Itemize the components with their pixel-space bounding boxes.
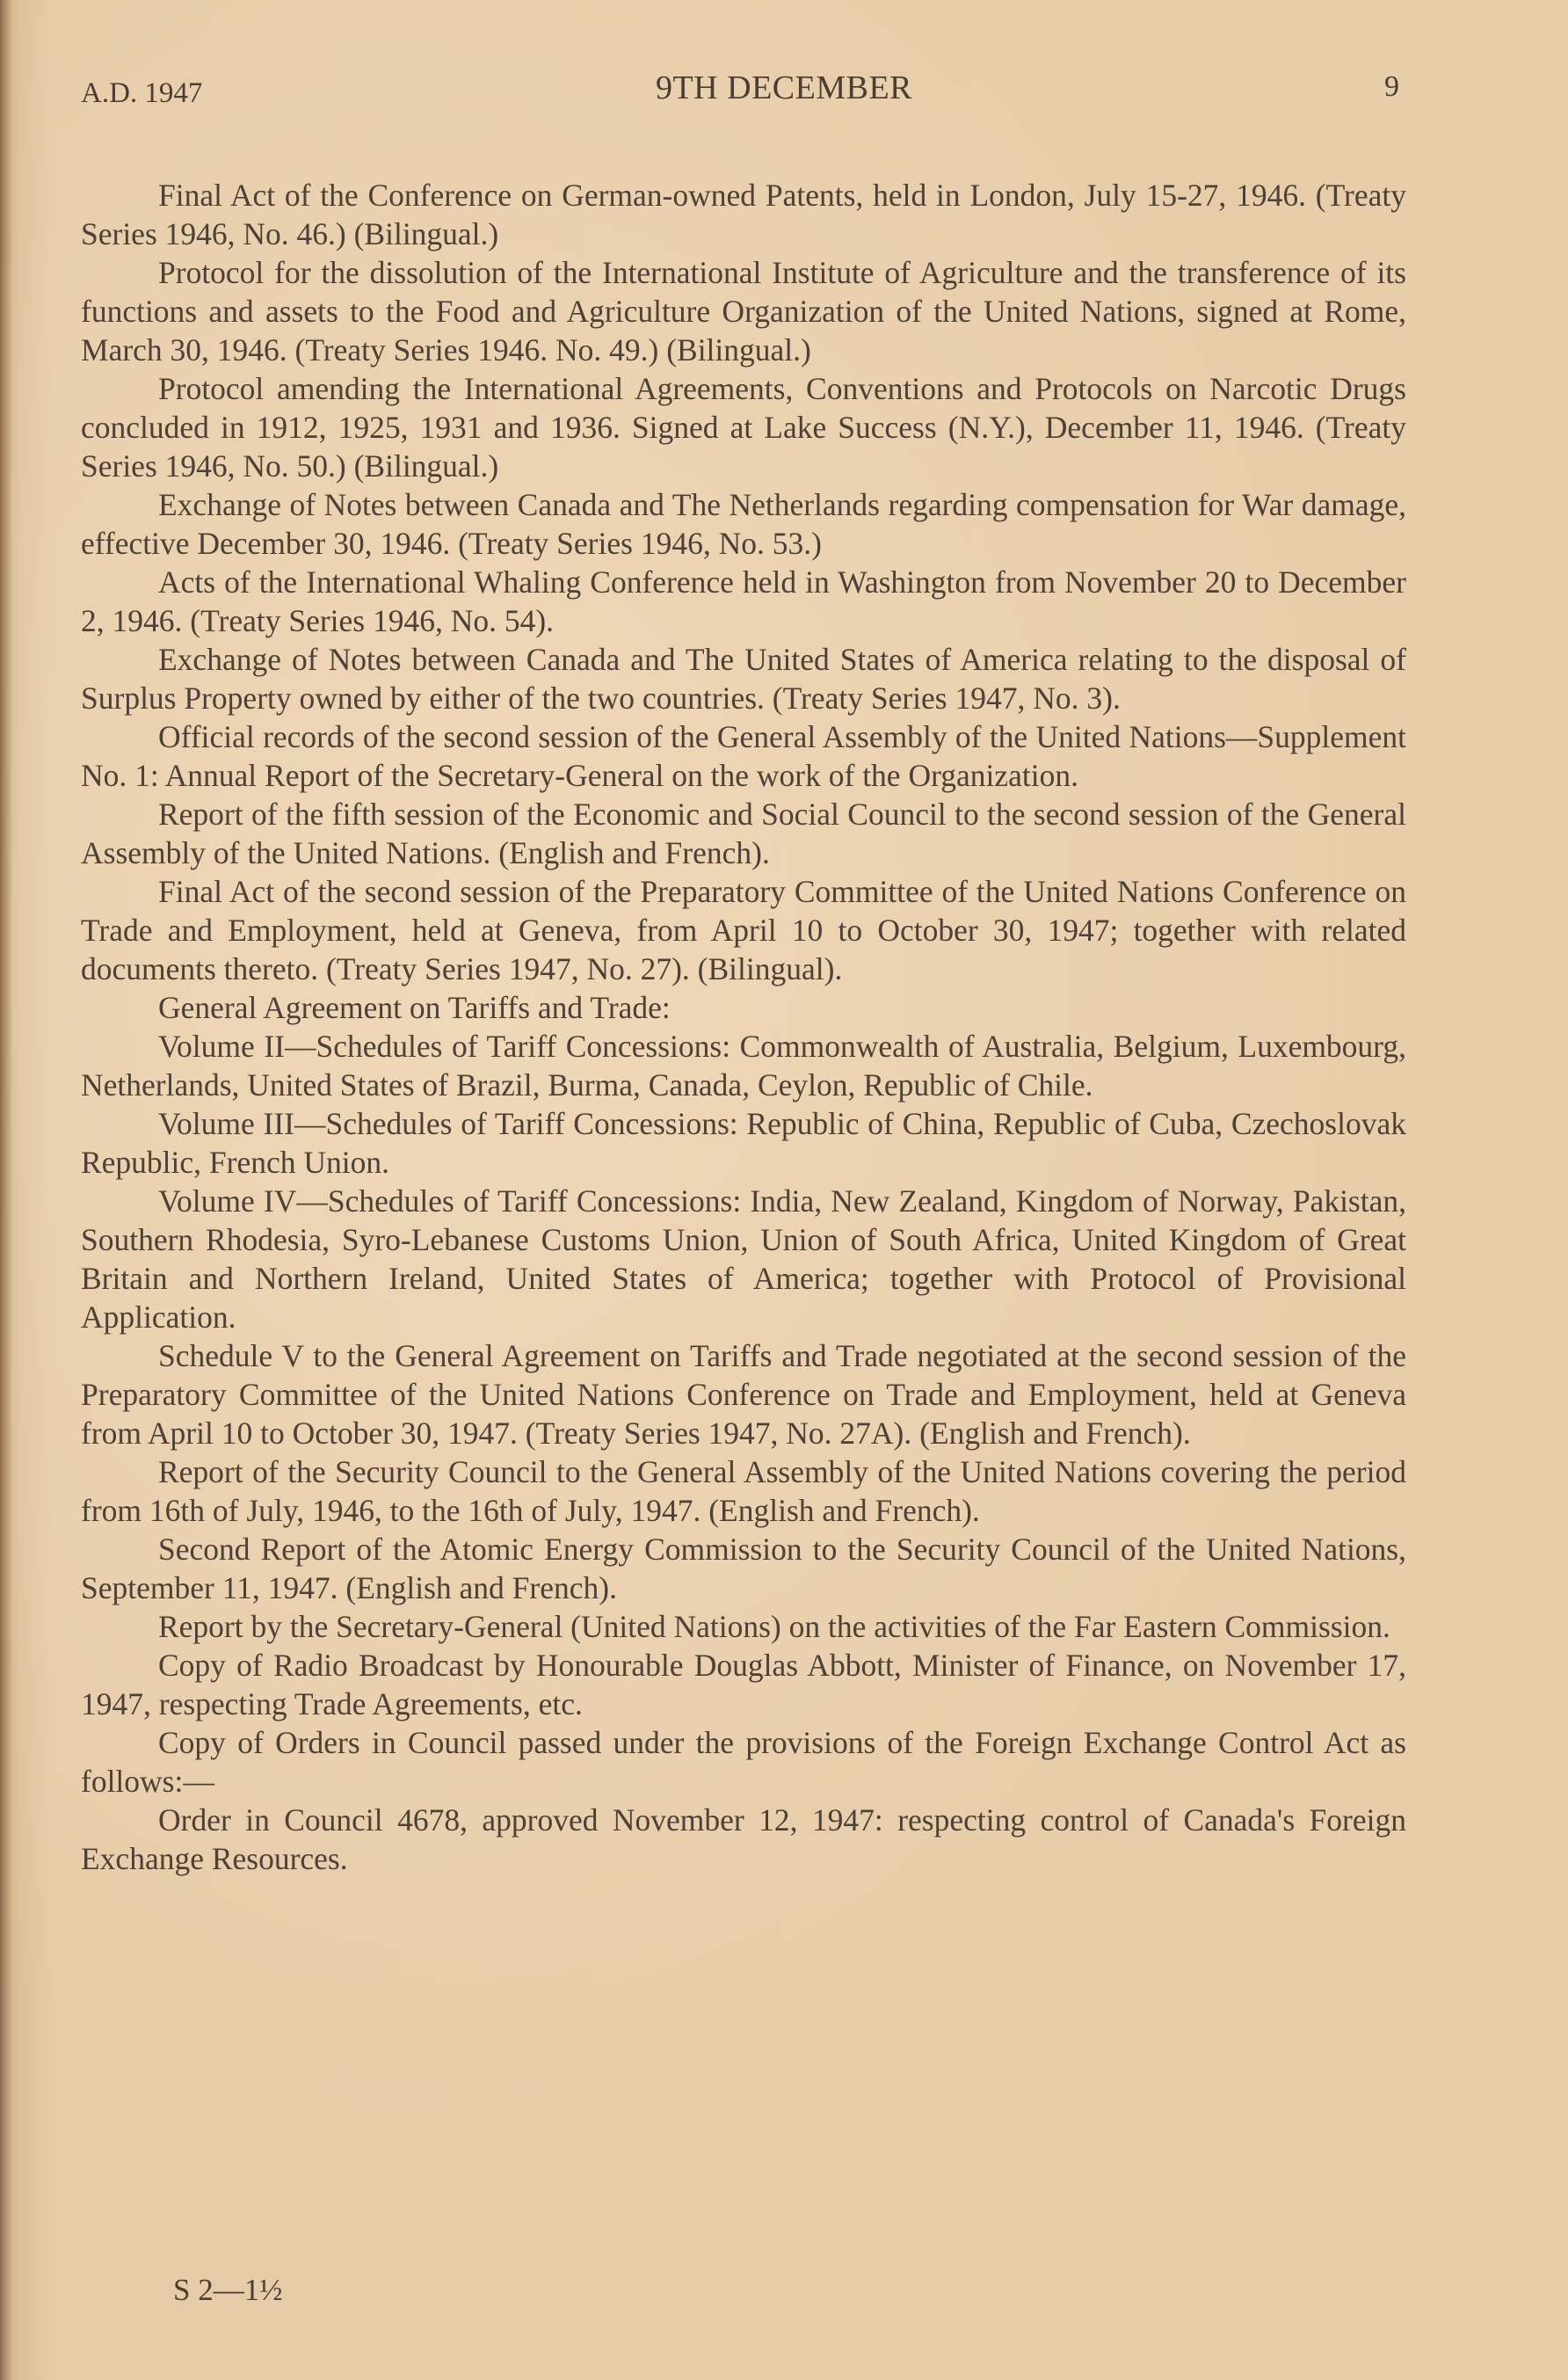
paragraph: Volume III—Schedules of Tariff Concessions: Republic of China, Republic of Cuba, Czechoslovak Republic, French Union.: [81, 1106, 1406, 1180]
paragraph: Protocol for the dissolution of the International Institute of Agriculture and the transference of its functions and assets to the Food and Agriculture Organization of the United Nations, signed at Rome, March 30, 1946. (Treaty Series 1946. No. 49.) (Bilingual.): [81, 255, 1406, 368]
paragraph: General Agreement on Tariffs and Trade:: [158, 990, 671, 1025]
paragraph: Report of the fifth session of the Economic and Social Council to the second session of the General Assembly of the United Nations. (English and French).: [81, 797, 1406, 870]
header-date: 9TH DECEMBER: [655, 69, 913, 106]
paragraph: Schedule V to the General Agreement on Tariffs and Trade negotiated at the second session of the Preparatory Committee of the United Nations Conference on Trade and Employment, held at Geneva from April 10 to October 30, 1947. (Treaty Series 1947, No. 27A). (English and French).: [81, 1338, 1406, 1451]
paragraph: Acts of the International Whaling Conference held in Washington from November 20 to December 2, 1946. (Treaty Series 1946, No. 54).: [81, 564, 1406, 638]
page-header: [81, 69, 1399, 114]
paragraph: Order in Council 4678, approved November 12, 1947: respecting control of Canada's Foreign Exchange Resources.: [81, 1802, 1406, 1876]
paragraph: Report of the Security Council to the General Assembly of the United Nations covering the period from 16th of July, 1946, to the 16th of July, 1947. (English and French).: [81, 1454, 1406, 1528]
document-body: [81, 176, 1406, 1878]
paragraph: Final Act of the Conference on German-owned Patents, held in London, July 15-27, 1946. (Treaty Series 1946, No. 46.) (Bilingual.): [81, 178, 1406, 251]
paragraph: Protocol amending the International Agreements, Conventions and Protocols on Narcotic Drugs concluded in 1912, 1925, 1931 and 1936. Signed at Lake Success (N.Y.), December 11, 1946. (Treaty Series 1946, No. 50.) (Bilingual.): [81, 371, 1406, 484]
page-binding-edge: [0, 0, 12, 2380]
paragraph: Exchange of Notes between Canada and The Netherlands regarding compensation for War damage, effective December 30, 1946. (Treaty Series 1946, No. 53.): [81, 487, 1406, 561]
printer-signature-mark: S 2—1½: [173, 2273, 283, 2307]
page-number: 9: [1384, 70, 1399, 103]
paragraph: Volume II—Schedules of Tariff Concessions: Commonwealth of Australia, Belgium, Luxembourg, Netherlands, United States of Brazil, Burma, Canada, Ceylon, Republic of Chile.: [81, 1029, 1406, 1103]
paragraph: Official records of the second session of the General Assembly of the United Nations—Supplement No. 1: Annual Report of the Secretary-General on the work of the Organization.: [81, 719, 1406, 793]
paragraph: Copy of Radio Broadcast by Honourable Douglas Abbott, Minister of Finance, on November 17, 1947, respecting Trade Agreements, etc.: [81, 1648, 1406, 1721]
paragraph: Copy of Orders in Council passed under the provisions of the Foreign Exchange Control Act as follows:—: [81, 1725, 1406, 1799]
paragraph: Report by the Secretary-General (United Nations) on the activities of the Far Eastern Commission.: [158, 1609, 1390, 1644]
header-year: A.D. 1947: [81, 77, 203, 109]
paragraph: Second Report of the Atomic Energy Commission to the Security Council of the United Nations, September 11, 1947. (English and French).: [81, 1532, 1406, 1605]
paragraph: Final Act of the second session of the Preparatory Committee of the United Nations Conference on Trade and Employment, held at Geneva, from April 10 to October 30, 1947; together with related documents thereto. (Treaty Series 1947, No. 27). (Bilingual).: [81, 874, 1406, 986]
paragraph: Exchange of Notes between Canada and The United States of America relating to the disposal of Surplus Property owned by either of the two countries. (Treaty Series 1947, No. 3).: [81, 642, 1406, 716]
paragraph: Volume IV—Schedules of Tariff Concessions: India, New Zealand, Kingdom of Norway, Pakistan, Southern Rhodesia, Syro-Lebanese Customs Union, Union of South Africa, United Kingdom of Great Britain and Northern Ireland, United States of America; together with Protocol of Provisional Application.: [81, 1183, 1406, 1335]
